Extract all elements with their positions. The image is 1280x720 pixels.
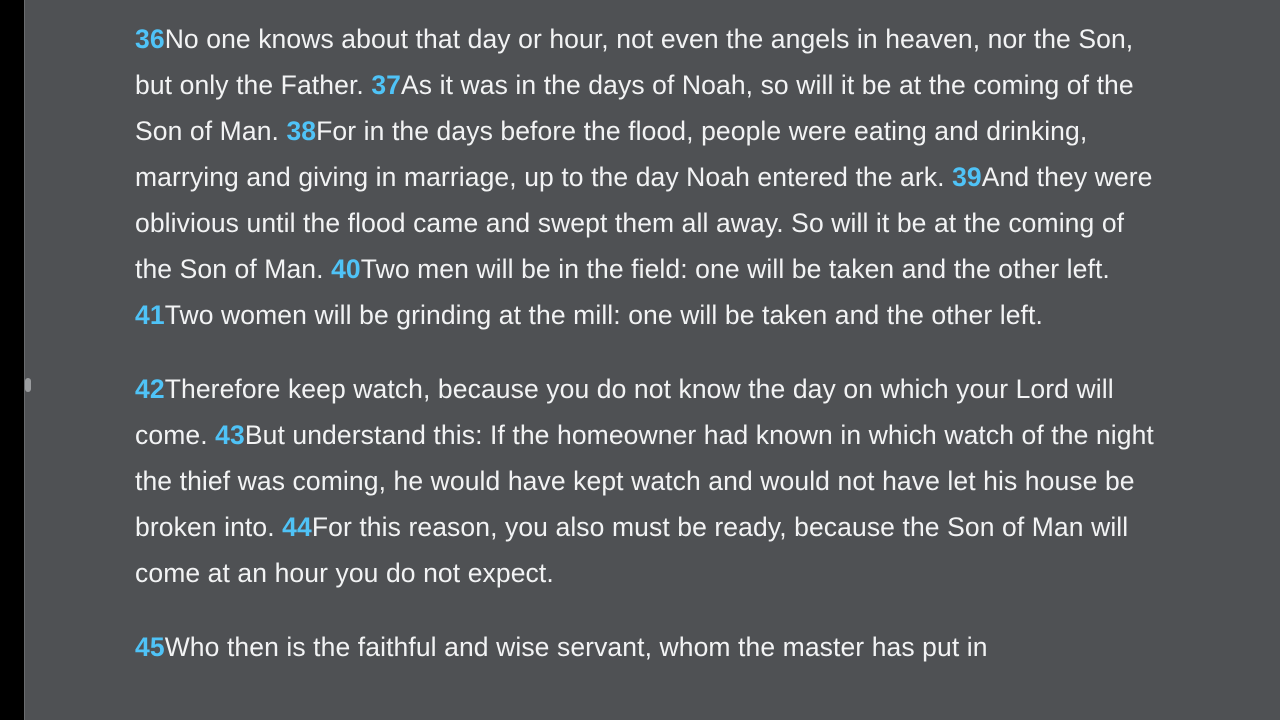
verse-text: For in the days before the flood, people were eating and drinking, marrying and giving in marriage, up to the day Noah entered the ark. xyxy=(135,116,1088,192)
verse-number: 43 xyxy=(215,420,245,450)
verse-text: Two men will be in the field: one will be taken and the other left. xyxy=(360,254,1110,284)
verse-text: Two women will be grinding at the mill: one will be taken and the other left. xyxy=(164,300,1043,330)
verse-text: And they were oblivious until the flood came and swept them all away. So will it be at the coming of the Son of Man. xyxy=(135,162,1153,284)
verse-text: But understand this: If the homeowner had known in which watch of the night the thief was coming, he would have kept watch and would not have let his house be broken into. xyxy=(135,420,1154,542)
verse-text: No one knows about that day or hour, not even the angels in heaven, nor the Son, but only the Father. xyxy=(135,24,1134,100)
verse-text: For this reason, you also must be ready, because the Son of Man will come at an hour you do not expect. xyxy=(135,512,1129,588)
verse-number: 45 xyxy=(135,632,165,662)
paragraph xyxy=(135,624,1159,670)
paragraph xyxy=(135,0,1159,338)
verse-text: As it was in the days of Noah, so will it be at the coming of the Son of Man. xyxy=(135,70,1134,146)
scroll-indicator[interactable] xyxy=(25,378,31,392)
verse-number: 40 xyxy=(331,254,361,284)
scripture-reader-panel xyxy=(24,0,1280,720)
verse-number: 36 xyxy=(135,24,165,54)
verse-number: 44 xyxy=(282,512,312,542)
verse-number: 38 xyxy=(286,116,317,146)
paragraph xyxy=(135,366,1159,596)
verse-number: 42 xyxy=(135,374,165,404)
verse-text: Therefore keep watch, because you do not know the day on which your Lord will come. xyxy=(135,374,1114,450)
verse-number: 41 xyxy=(135,300,165,330)
verse-text: Who then is the faithful and wise servant, whom the master has put in xyxy=(164,632,988,662)
scripture-text-column[interactable] xyxy=(135,0,1159,720)
verse-number: 37 xyxy=(371,70,402,100)
verse-number: 39 xyxy=(952,162,982,192)
